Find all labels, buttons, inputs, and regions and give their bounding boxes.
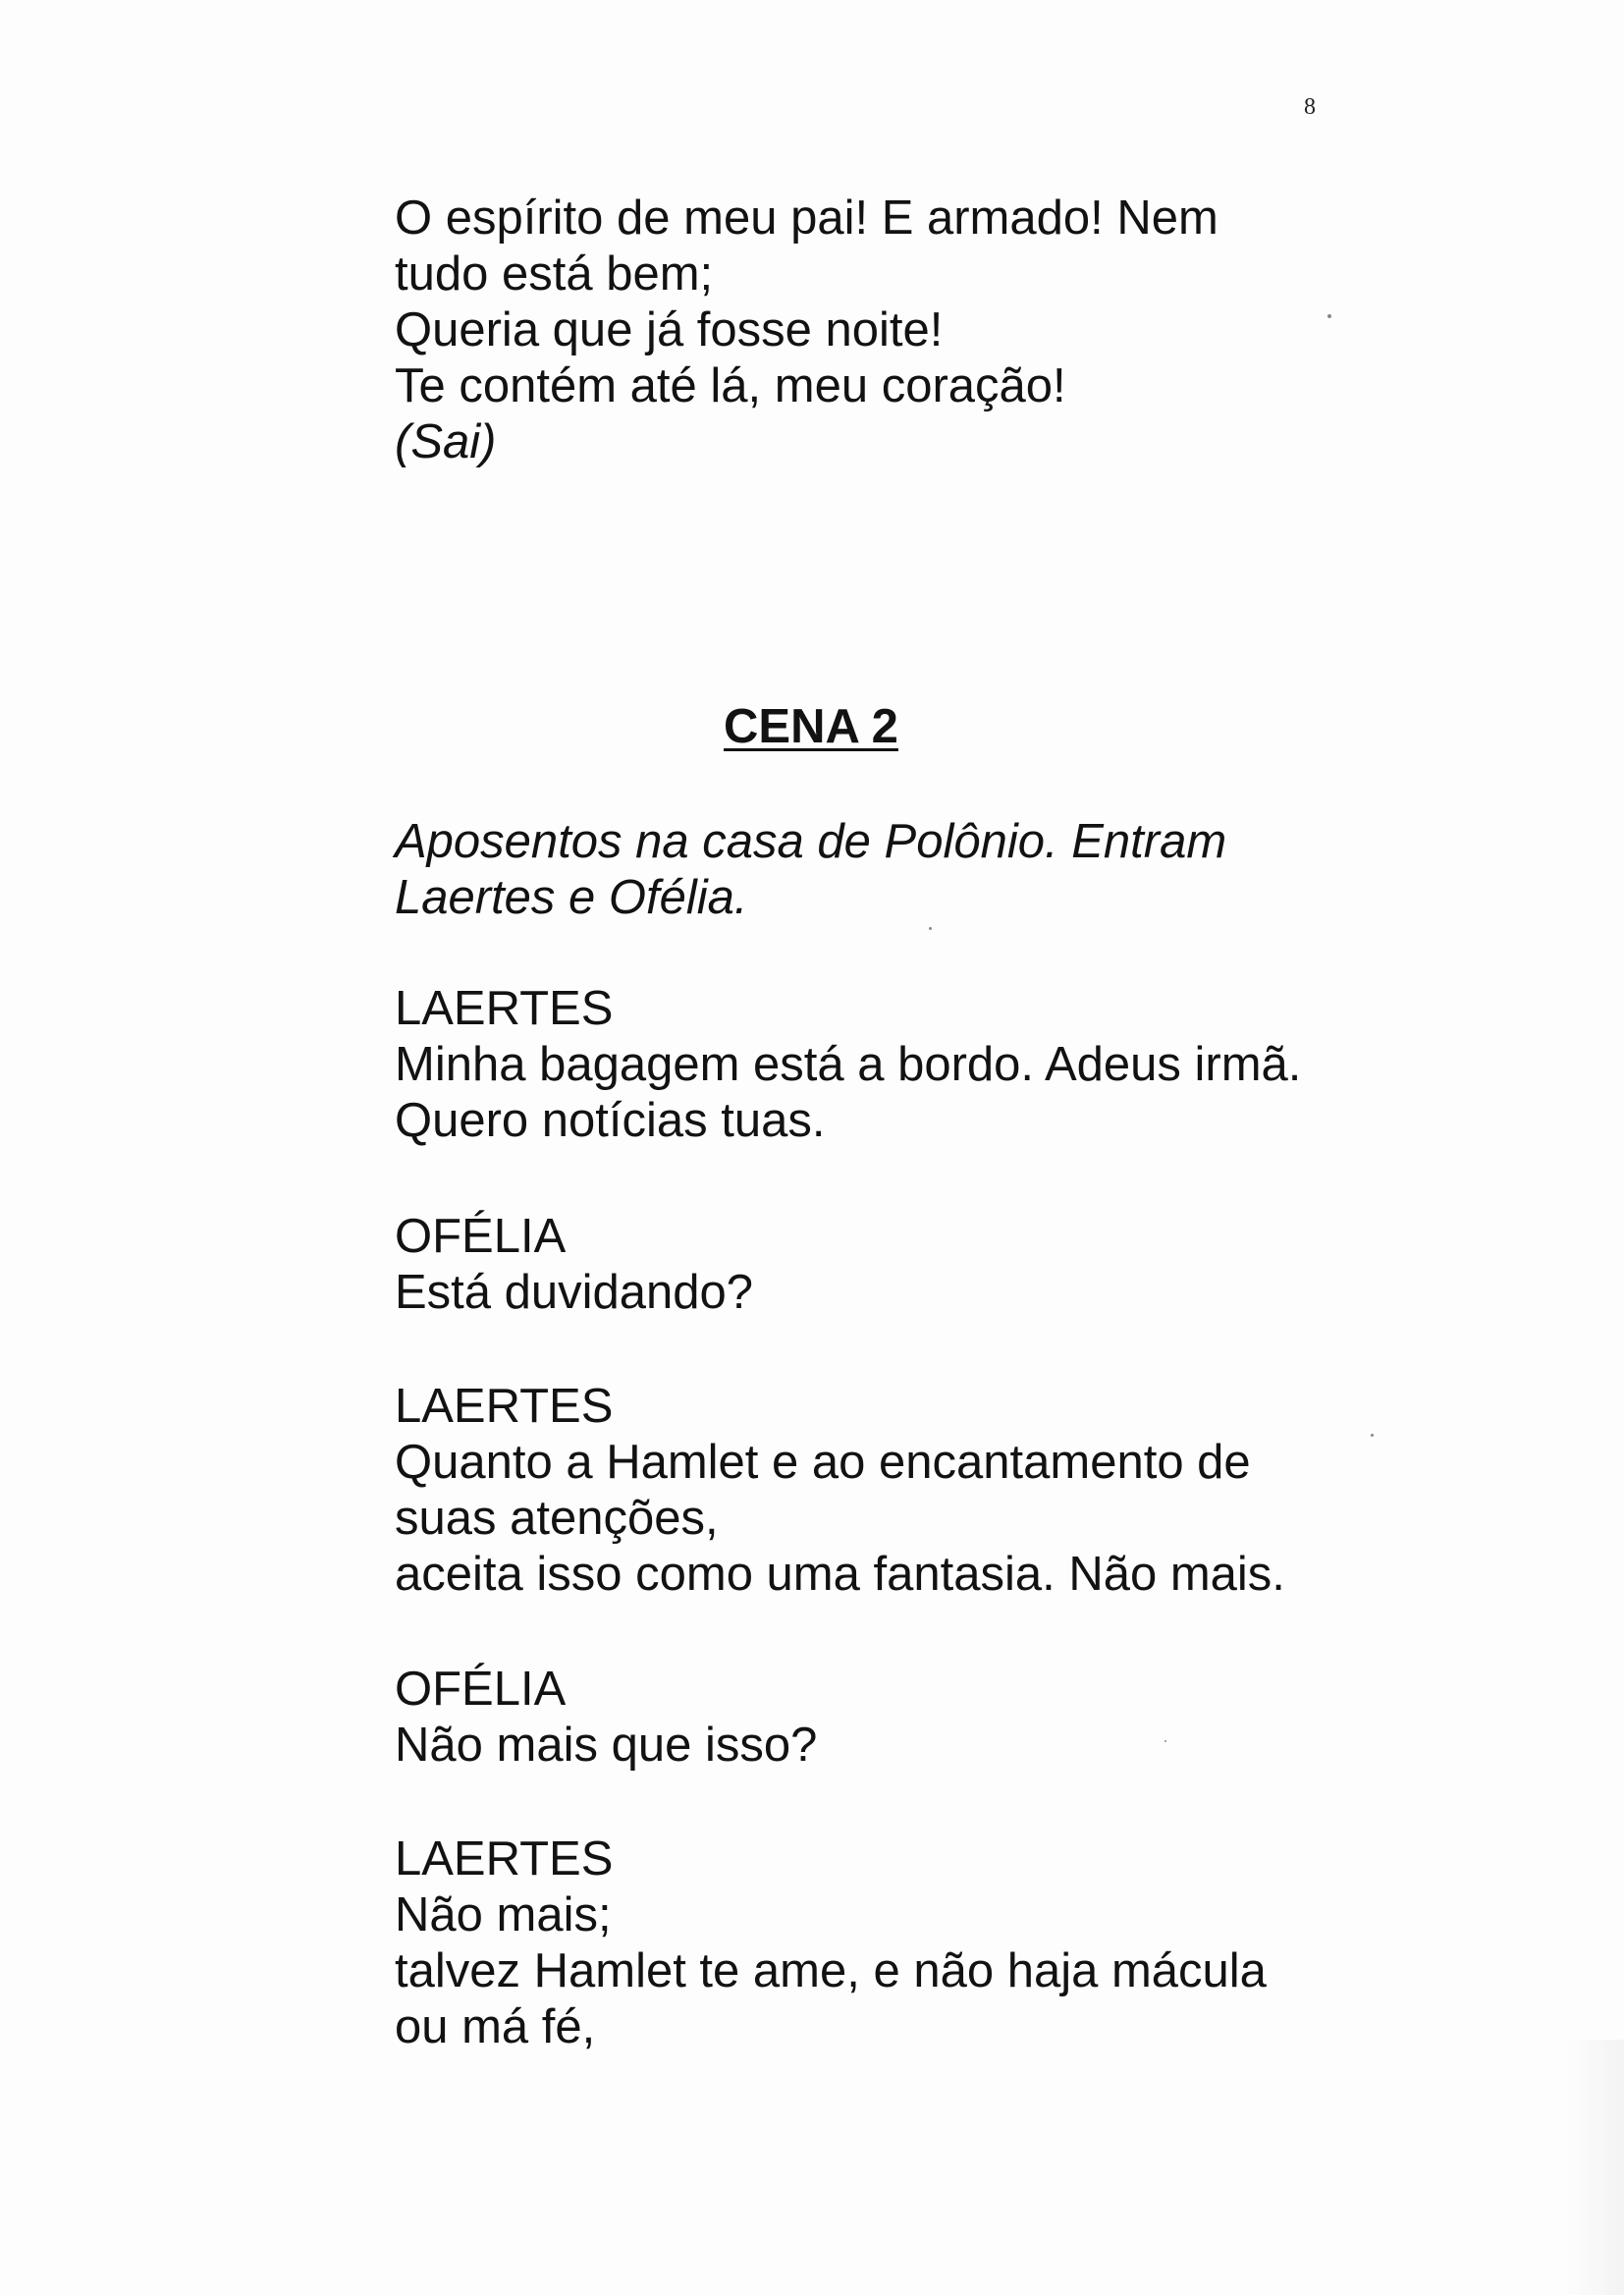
- paper-speck: [1371, 1434, 1374, 1437]
- speech-line: Queria que já fosse noite!: [395, 303, 944, 356]
- dialogue-block: [395, 981, 1377, 1149]
- dialogue-line: Minha bagagem está a bordo. Adeus irmã.: [395, 1038, 1302, 1091]
- dialogue-line: ou má fé,: [395, 2000, 596, 2053]
- setting-line: Laertes e Ofélia.: [395, 871, 748, 924]
- speech-line: O espírito de meu pai! E armado! Nem: [395, 191, 1218, 245]
- dialogue-line: aceita isso como uma fantasia. Não mais.: [395, 1548, 1285, 1601]
- speech-line: tudo está bem;: [395, 247, 714, 301]
- scene-heading: [0, 699, 1624, 755]
- speaker-name: LAERTES: [395, 1380, 614, 1433]
- dialogue-line: Quero notícias tuas.: [395, 1094, 826, 1147]
- paper-speck: [1327, 314, 1331, 318]
- dialogue-line: suas atenções,: [395, 1492, 719, 1545]
- dialogue-block: [395, 1662, 1377, 1774]
- dialogue-line: talvez Hamlet te ame, e não haja mácula: [395, 1944, 1267, 1997]
- page-number: 8: [1304, 94, 1316, 120]
- dialogue-block: [395, 1831, 1377, 2055]
- scene-heading-text: CENA 2: [724, 700, 898, 753]
- dialogue-line: Quanto a Hamlet e ao encantamento de: [395, 1436, 1251, 1489]
- dialogue-line: Não mais que isso?: [395, 1719, 818, 1772]
- speaker-name: LAERTES: [395, 982, 614, 1035]
- scene-setting: [395, 814, 1377, 926]
- scan-edge-shadow: [1565, 2040, 1624, 2295]
- speaker-name: LAERTES: [395, 1832, 614, 1885]
- dialogue-block: [395, 1379, 1377, 1603]
- dialogue-line: Está duvidando?: [395, 1266, 754, 1319]
- dialogue-line: Não mais;: [395, 1888, 612, 1941]
- speech-line: Te contém até lá, meu coração!: [395, 359, 1066, 412]
- paper-speck: [929, 927, 932, 930]
- paper-speck: [1164, 1740, 1166, 1742]
- stage-direction: (Sai): [395, 415, 497, 468]
- dialogue-block: [395, 1209, 1377, 1321]
- speaker-name: OFÉLIA: [395, 1210, 567, 1263]
- opening-speech: [395, 191, 1377, 470]
- speaker-name: OFÉLIA: [395, 1663, 567, 1716]
- setting-line: Aposentos na casa de Polônio. Entram: [395, 815, 1227, 868]
